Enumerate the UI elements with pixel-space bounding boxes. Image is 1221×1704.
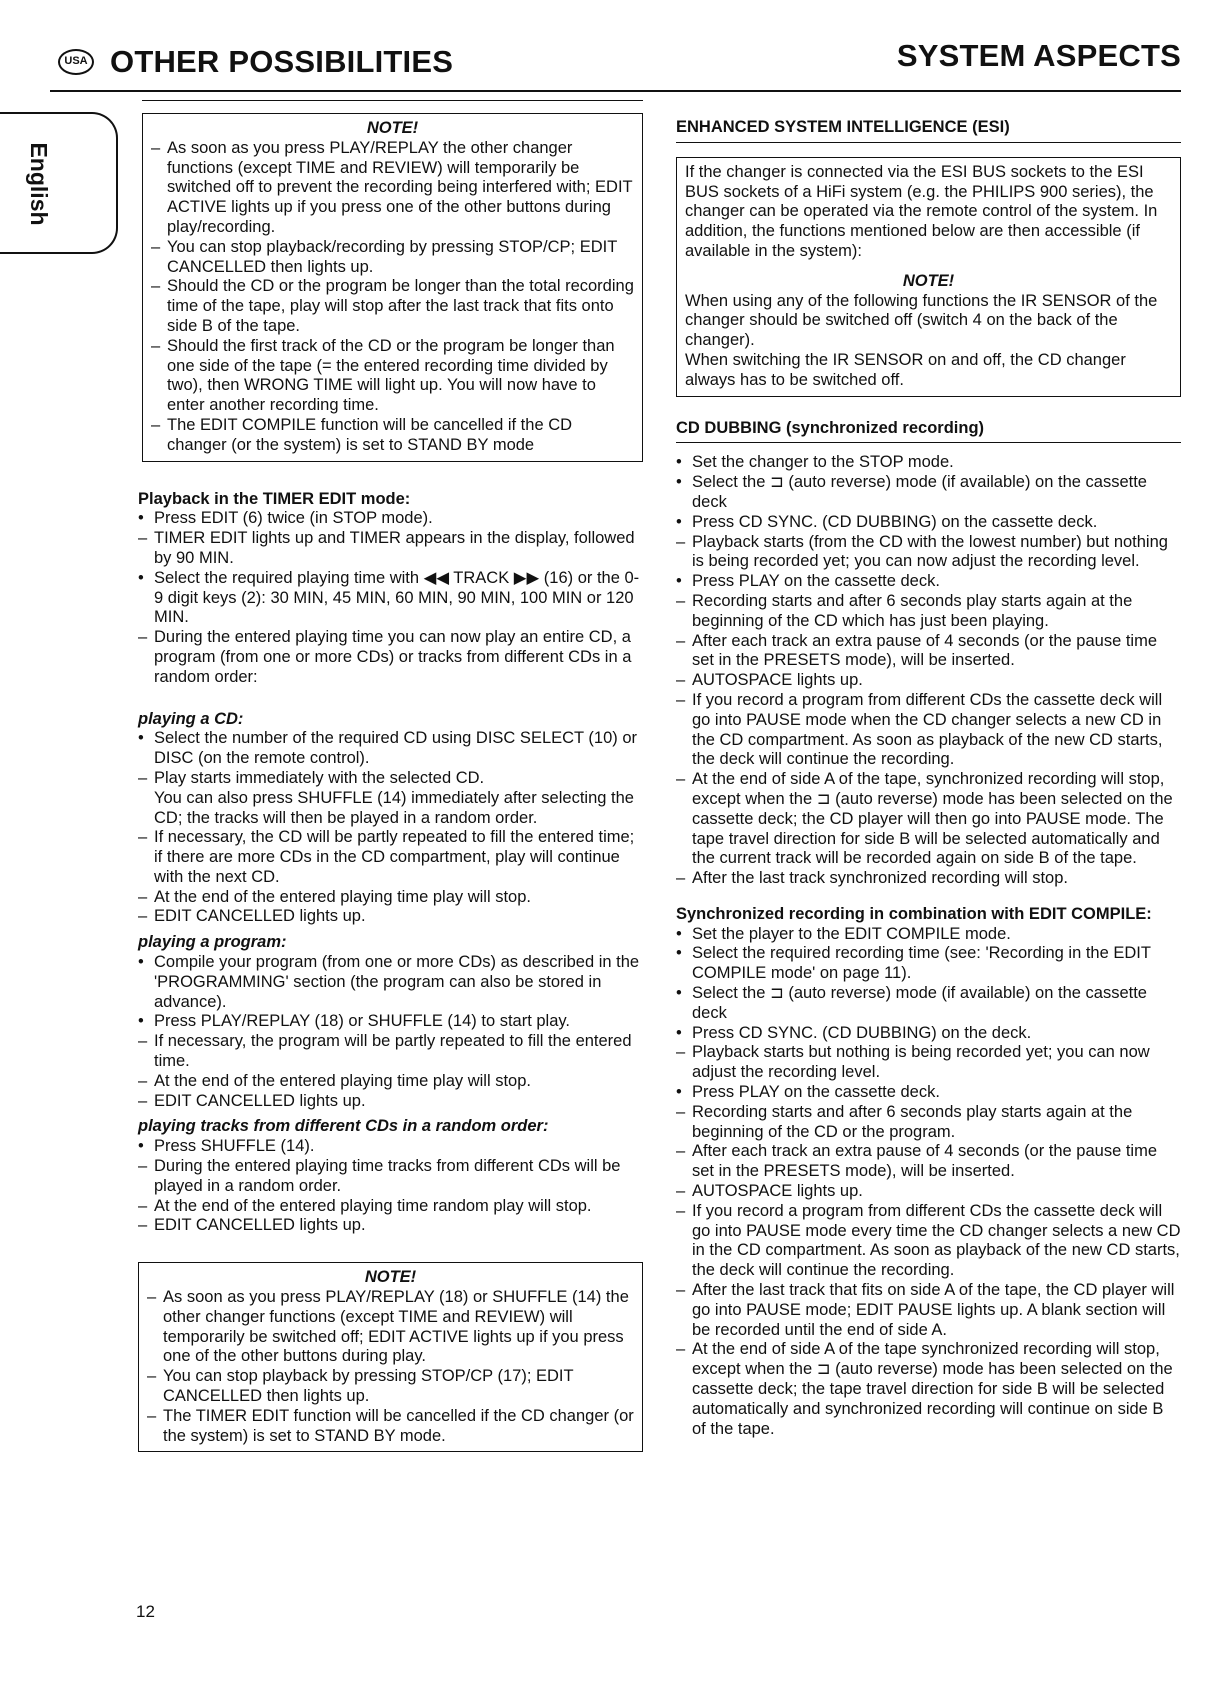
list-text: If you record a program from different CDs the cassette deck will go into PAUSE mode every time the CD changer selects a new CD in the CD compartment. As soon as playback of the new CD starts, the deck will continue the recording.	[692, 1201, 1181, 1280]
list-item	[138, 789, 643, 829]
list-text: Playback starts but nothing is being recorded yet; you can now adjust the recording level.	[692, 1043, 1150, 1082]
list-text: Press SHUFFLE (14).	[154, 1137, 315, 1156]
list-marker: •	[676, 512, 682, 531]
list-marker: –	[676, 770, 686, 789]
playing-random-heading: playing tracks from different CDs in a random order:	[138, 1117, 549, 1136]
list-item	[676, 671, 1181, 691]
note-title: NOTE!	[364, 1268, 417, 1287]
esi-note-2: When switching the IR SENSOR on and off, the CD changer always has to be switched off.	[685, 350, 1126, 389]
esi-box	[676, 157, 1181, 397]
list-item	[138, 907, 643, 927]
list-item	[676, 473, 1181, 513]
list-marker: –	[676, 1340, 686, 1359]
list-item	[676, 770, 1181, 869]
list-marker: –	[138, 828, 148, 847]
list-marker: –	[676, 1102, 686, 1121]
list-text: AUTOSPACE lights up.	[692, 1182, 863, 1201]
page-number: 12	[136, 1602, 155, 1621]
list-text: Select the required recording time (see: 'Recording in the EDIT COMPILE mode' on page 11).	[692, 944, 1151, 983]
note-box-edit-compile	[142, 113, 643, 462]
list-item	[676, 984, 1181, 1024]
list-text: EDIT CANCELLED lights up.	[154, 1216, 366, 1235]
list-text: Select the required playing time with ◀◀ TRACK ▶▶ (16) or the 0-9 digit keys (2): 30 MIN, 45 MIN, 60 MIN, 90 MIN, 100 MIN or 120 MIN.	[154, 568, 640, 627]
list-text: Recording starts and after 6 seconds play starts again at the beginning of the CD which has just been playing.	[692, 591, 1133, 630]
cd-dubbing-heading: CD DUBBING (synchronized recording)	[676, 418, 985, 437]
list-item	[138, 888, 643, 908]
esi-note-title: NOTE!	[902, 271, 955, 290]
playing-program-list	[138, 953, 643, 1111]
list-item	[676, 533, 1181, 573]
list-item	[138, 529, 643, 569]
list-item	[138, 769, 643, 789]
list-item	[138, 729, 643, 769]
list-text: If necessary, the CD will be partly repeated to fill the entered time; if there are more CDs in the CD compartment, play will continue with the next CD.	[154, 828, 635, 886]
list-text: AUTOSPACE lights up.	[692, 671, 863, 690]
esi-note-1: When using any of the following functions the IR SENSOR of the changer should be switched off (switch 4 on the back of the changer).	[685, 291, 1158, 350]
list-text: Press CD SYNC. (CD DUBBING) on the cassette deck.	[692, 512, 1098, 531]
list-item	[676, 1083, 1181, 1103]
list-text: Select the ⊐ (auto reverse) mode (if available) on the cassette deck	[692, 984, 1147, 1022]
list-marker: •	[676, 924, 682, 943]
list-item	[138, 953, 643, 1012]
list-marker: –	[138, 1196, 148, 1215]
list-marker: •	[676, 473, 682, 492]
list-item	[151, 139, 634, 238]
list-text: Press EDIT (6) twice (in STOP mode).	[154, 509, 433, 528]
right-column	[676, 118, 1181, 1439]
list-item	[151, 238, 634, 278]
list-marker: –	[138, 768, 148, 787]
list-item	[138, 1216, 643, 1236]
list-text: Should the CD or the program be longer than the total recording time of the tape, play will stop after the last track that fits onto side B of the tape.	[167, 277, 634, 335]
section-title-right: SYSTEM ASPECTS	[896, 38, 1181, 73]
list-marker: •	[676, 572, 682, 591]
list-item	[138, 828, 643, 887]
list-text: Should the first track of the CD or the program be longer than one side of the tape (= the entered recording time divided by two), then WRONG TIME will light up. You will now have to enter another recording time.	[167, 336, 615, 415]
section-title-left: OTHER POSSIBILITIES	[110, 44, 454, 80]
list-marker: –	[147, 1367, 157, 1386]
list-text: If necessary, the program will be partly repeated to fill the entered time.	[154, 1032, 632, 1071]
list-marker: –	[151, 336, 161, 355]
list-marker: –	[138, 1071, 148, 1090]
cd-dubbing-list	[676, 453, 1181, 889]
left-column	[138, 100, 643, 1452]
list-marker: –	[676, 532, 686, 551]
header-rule	[50, 90, 1181, 92]
list-text: After the last track that fits on side A of the tape, the CD player will go into PAUSE mode; EDIT PAUSE lights up. A blank section will be recorded until the end of side A.	[692, 1281, 1175, 1339]
list-item	[147, 1288, 634, 1367]
note-box-timer-edit	[138, 1262, 643, 1452]
list-item	[676, 1281, 1181, 1340]
list-marker: •	[138, 729, 144, 748]
list-item	[138, 1137, 643, 1157]
list-item	[138, 1072, 643, 1092]
playing-cd-heading: playing a CD:	[138, 709, 244, 728]
list-text: The EDIT COMPILE function will be cancelled if the CD changer (or the system) is set to STAND BY mode	[167, 415, 573, 454]
list-item	[676, 1340, 1181, 1439]
note-list	[151, 139, 634, 456]
list-item	[676, 691, 1181, 770]
esi-heading: ENHANCED SYSTEM INTELLIGENCE (ESI)	[676, 118, 1010, 136]
timer-edit-list	[138, 509, 643, 687]
list-marker: –	[676, 1142, 686, 1161]
playing-program-heading: playing a program:	[138, 933, 287, 952]
list-item	[676, 632, 1181, 672]
list-item	[138, 1197, 643, 1217]
list-item	[676, 925, 1181, 945]
note-title: NOTE!	[366, 119, 419, 137]
list-marker: •	[138, 568, 144, 587]
note-list	[147, 1288, 634, 1446]
list-marker: –	[151, 277, 161, 296]
list-marker: –	[147, 1288, 157, 1307]
list-text: TIMER EDIT lights up and TIMER appears in the display, followed by 90 MIN.	[154, 529, 635, 567]
list-marker: –	[676, 1281, 686, 1300]
list-item	[138, 1032, 643, 1072]
list-marker: –	[138, 887, 148, 906]
list-text: After each track an extra pause of 4 seconds (or the pause time set in the PRESETS mode), will be inserted.	[692, 631, 1158, 670]
list-marker: –	[676, 671, 686, 690]
list-text: During the entered playing time you can now play an entire CD, a program (from one or more CDs) or tracks from different CDs in a random order:	[154, 628, 632, 686]
list-marker: •	[138, 509, 144, 528]
list-marker: –	[138, 907, 148, 926]
list-marker: •	[676, 944, 682, 963]
list-text: Recording starts and after 6 seconds play starts again at the beginning of the CD or the program.	[692, 1102, 1133, 1141]
list-item	[676, 1043, 1181, 1083]
list-marker: •	[676, 1023, 682, 1042]
list-marker: •	[138, 953, 144, 972]
list-item	[676, 1142, 1181, 1182]
list-item	[151, 337, 634, 416]
list-item	[151, 277, 634, 336]
list-text: At the end of the entered playing time play will stop.	[154, 1071, 531, 1090]
list-item	[676, 1103, 1181, 1143]
list-item	[138, 569, 643, 628]
sync-recording-heading: Synchronized recording in combination with EDIT COMPILE:	[676, 904, 1152, 923]
list-marker: –	[138, 1157, 148, 1176]
list-text: Press PLAY on the cassette deck.	[692, 1083, 940, 1102]
list-item	[151, 416, 634, 456]
list-item	[138, 628, 643, 687]
list-item	[138, 1092, 643, 1112]
list-text: As soon as you press PLAY/REPLAY (18) or SHUFFLE (14) the other changer functions (except TIME and REVIEW) will temporarily be switched off; EDIT ACTIVE lights up if you press one of the other buttons during play.	[163, 1288, 629, 1366]
list-text: Set the player to the EDIT COMPILE mode.	[692, 924, 1011, 943]
list-text: You can also press SHUFFLE (14) immediately after selecting the CD; the tracks will then be played in a random order.	[154, 788, 634, 827]
list-item	[676, 592, 1181, 632]
list-marker: •	[676, 1083, 682, 1102]
list-item	[676, 572, 1181, 592]
list-marker: –	[138, 1216, 148, 1235]
list-text: EDIT CANCELLED lights up.	[154, 1091, 366, 1110]
list-item	[138, 1012, 643, 1032]
playing-cd-list	[138, 729, 643, 927]
list-text: During the entered playing time tracks from different CDs will be played in a random order.	[154, 1157, 621, 1195]
list-marker: –	[676, 690, 686, 709]
list-item	[676, 453, 1181, 473]
list-marker: –	[138, 1091, 148, 1110]
list-marker: –	[138, 529, 148, 548]
list-item	[138, 509, 643, 529]
list-marker: –	[676, 1043, 686, 1062]
list-marker: –	[676, 631, 686, 650]
list-item	[676, 869, 1181, 889]
list-item	[147, 1407, 634, 1447]
language-label: English	[25, 142, 52, 226]
header-left	[58, 42, 453, 82]
list-item	[138, 1157, 643, 1197]
list-marker: –	[676, 591, 686, 610]
list-marker: •	[138, 1012, 144, 1031]
list-text: At the end of side A of the tape, synchronized recording will stop, except when the ⊐ (auto reverse) mode has been selected on the cassette deck; the CD player will then go into PAUSE mode. The tape travel direction for side B will be selected automatically and the current track will be recorded again on side B of the tape.	[692, 770, 1173, 868]
list-marker: –	[138, 1032, 148, 1051]
list-marker: •	[676, 453, 682, 472]
list-item	[676, 944, 1181, 984]
list-item	[676, 513, 1181, 533]
timer-edit-heading: Playback in the TIMER EDIT mode:	[138, 489, 411, 508]
list-marker: –	[676, 1201, 686, 1220]
list-text: The TIMER EDIT function will be cancelled if the CD changer (or the system) is set to STAND BY mode.	[163, 1406, 634, 1445]
sync-recording-list	[676, 925, 1181, 1440]
list-text: Press PLAY/REPLAY (18) or SHUFFLE (14) to start play.	[154, 1012, 571, 1031]
list-text: Play starts immediately with the selected CD.	[154, 768, 485, 787]
list-marker: –	[676, 869, 686, 888]
list-marker: –	[151, 138, 161, 157]
language-tab	[0, 112, 118, 254]
list-item	[676, 1202, 1181, 1281]
list-marker: •	[676, 984, 682, 1003]
list-text: Press PLAY on the cassette deck.	[692, 572, 940, 591]
list-text: Select the number of the required CD using DISC SELECT (10) or DISC (on the remote control).	[154, 729, 638, 768]
list-text: You can stop playback/recording by pressing STOP/CP; EDIT CANCELLED then lights up.	[167, 237, 618, 276]
cd-dubbing-rule	[676, 442, 1181, 443]
list-text: Press CD SYNC. (CD DUBBING) on the deck.	[692, 1023, 1032, 1042]
list-item	[147, 1367, 634, 1407]
list-text: At the end of the entered playing time random play will stop.	[154, 1196, 592, 1215]
list-text: If you record a program from different CDs the cassette deck will go into PAUSE mode when the CD changer selects a new CD in the CD compartment. As soon as playback of the new CD starts, the deck will continue the recording.	[692, 690, 1163, 769]
list-marker: –	[151, 415, 161, 434]
list-item	[676, 1024, 1181, 1044]
left-top-rule	[142, 100, 643, 101]
list-text: At the end of the entered playing time play will stop.	[154, 887, 531, 906]
esi-rule	[676, 142, 1181, 143]
list-text: After each track an extra pause of 4 seconds (or the pause time set in the PRESETS mode), will be inserted.	[692, 1142, 1158, 1181]
playing-random-list	[138, 1137, 643, 1236]
list-marker: –	[676, 1182, 686, 1201]
list-marker: •	[138, 1137, 144, 1156]
list-marker: –	[138, 628, 148, 647]
list-text: Select the ⊐ (auto reverse) mode (if available) on the cassette deck	[692, 473, 1147, 511]
list-text: You can stop playback by pressing STOP/CP (17); EDIT CANCELLED then lights up.	[163, 1367, 574, 1406]
list-marker: –	[147, 1406, 157, 1425]
list-text: After the last track synchronized recording will stop.	[692, 869, 1068, 888]
list-text: EDIT CANCELLED lights up.	[154, 907, 366, 926]
list-text: Compile your program (from one or more CDs) as described in the 'PROGRAMMING' section (the program can also be stored in advance).	[154, 953, 640, 1011]
usa-badge: USA	[58, 49, 94, 75]
list-item	[676, 1182, 1181, 1202]
esi-intro: If the changer is connected via the ESI BUS sockets to the ESI BUS sockets of a HiFi system (e.g. the PHILIPS 900 series), the changer can be operated via the remote control of the system. In addition, the functions mentioned below are then accessible (if available in the system):	[685, 162, 1158, 260]
list-text: At the end of side A of the tape synchronized recording will stop, except when the ⊐ (auto reverse) mode has been selected on the cassette deck; the tape travel direction for side B will be selected automatically and synchronized recording will continue on side B of the tape.	[692, 1340, 1173, 1438]
list-marker: –	[151, 237, 161, 256]
list-text: Playback starts (from the CD with the lowest number) but nothing is being recorded yet; you can now adjust the recording level.	[692, 532, 1168, 571]
list-text: Set the changer to the STOP mode.	[692, 453, 954, 472]
list-text: As soon as you press PLAY/REPLAY the other changer functions (except TIME and REVIEW) will temporarily be switched off to prevent the recording being interfered with; EDIT ACTIVE lights up if you press one of the other buttons during play/recording.	[167, 138, 633, 236]
